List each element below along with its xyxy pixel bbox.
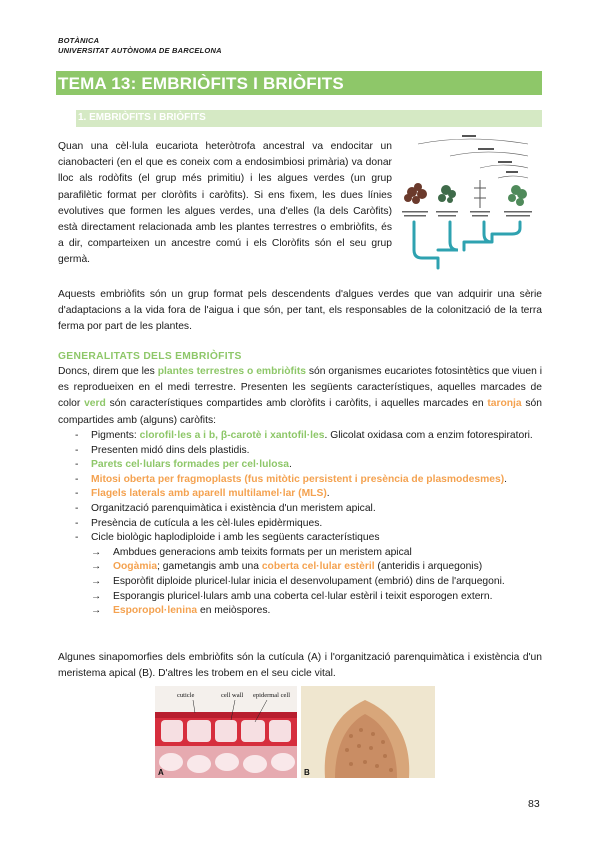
intro-paragraph: Quan una cèl·lula eucariota heteròtrofa ancestral va endocitar un cianobacteri (en el que es coneix com a endosimbiosi primària) va donar lloc als rodòfits (el grup més primitiu) i les algues verdes (un grup parafilètic format per cloròfits i caròfits). Si ens fixem, les dues línies evolutives que formen les algues verdes, una d'elles (la dels Caròfits) està directament relacionada amb les plantes terrestres o embriòfits, és a dir, comparteixen un ancestre comú i els Cloròfits són el seu grup germà. bbox=[58, 141, 392, 266]
sublist-item bbox=[91, 575, 542, 590]
highlight-green: clorofil·les a i b, β-carotè i xantofil·les bbox=[139, 430, 325, 441]
list-item-flagella bbox=[58, 487, 542, 502]
alga-red-icon bbox=[404, 183, 427, 204]
panel-label-b: B bbox=[304, 768, 310, 777]
phylogeny-branches bbox=[414, 222, 520, 268]
micrograph-b bbox=[301, 686, 435, 778]
chapter-title-bar bbox=[56, 71, 542, 95]
highlight-orange: Flagels laterals amb aparell multilamel·lar (MLS) bbox=[91, 488, 327, 500]
text-run: Pigments: bbox=[91, 430, 140, 441]
document-header bbox=[58, 36, 222, 56]
text-run: són organismes eucariotes fotosintètics que viuen i es reprodueixen en el medi terrestre. Presenten les següents característiques, aquelles marcades de color bbox=[58, 366, 542, 410]
highlight-orange: coberta cel·lular estèril bbox=[261, 561, 375, 573]
header-course: BOTÀNICA bbox=[58, 36, 100, 45]
arrow-icon: → bbox=[91, 590, 102, 602]
label-cell-wall: cell wall bbox=[221, 692, 244, 699]
list-item-cell-walls bbox=[58, 458, 542, 473]
sublist-item bbox=[91, 604, 542, 619]
text-run: són compartides amb (alguns) caròfits: bbox=[58, 398, 543, 426]
sublist-item bbox=[91, 590, 542, 605]
text-run: Doncs, direm que les bbox=[58, 366, 158, 377]
sublist-item bbox=[91, 546, 542, 561]
text-run: Esporangis pluricel·lulars amb una coberta cel·lular estèril i teixit esporogen extern. bbox=[113, 590, 493, 602]
text-run: Esporòfit diploide pluricel·lular inicia el desenvolupament (embrió) dins de l'arquegoni. bbox=[113, 575, 505, 587]
closing-paragraph: Algunes sinapomorfies dels embriòfits són la cutícula (A) i l'organització parenquimàtica i existència d'un meristema apical (B). D'altres les trobem en el seu cicle vital. bbox=[58, 652, 542, 680]
list-item-starch: - Presenten midó dins dels plastidis. bbox=[58, 444, 542, 459]
text-run: ; gametangis amb una bbox=[157, 561, 262, 573]
generalitats-paragraph bbox=[58, 364, 542, 429]
section-title: 1. EMBRIÒFITS I BRIÒFITS bbox=[78, 112, 206, 123]
label-cuticle: cuticle bbox=[177, 692, 195, 699]
text-run: Ambdues generacions amb teixits formats per un meristem apical bbox=[113, 546, 412, 558]
chapter-title: TEMA 13: EMBRIÒFITS I BRIÒFITS bbox=[58, 74, 344, 93]
text-run: en meiòspores. bbox=[197, 605, 271, 617]
micrograph-figure bbox=[155, 686, 435, 778]
arrow-icon: → bbox=[91, 605, 102, 617]
list-item-pigments bbox=[58, 429, 542, 444]
panel-label-a: A bbox=[158, 768, 164, 777]
text-run: . Glicolat oxidasa com a enzim fotorespiratori. bbox=[324, 430, 533, 441]
page-number: 83 bbox=[528, 798, 540, 810]
alga-charophyte-icon bbox=[474, 180, 486, 208]
text-run: són característiques compartides amb cloròfits i caròfits, i aquelles marcades en bbox=[105, 398, 488, 410]
section-title-bar bbox=[76, 110, 542, 127]
header-university: UNIVERSITAT AUTÒNOMA DE BARCELONA bbox=[58, 46, 222, 55]
text-run: . bbox=[326, 488, 330, 500]
characteristics-list bbox=[58, 429, 542, 619]
alga-chlorophyte-icon bbox=[438, 185, 456, 203]
highlight-orange-word: taronja bbox=[487, 398, 522, 410]
micrograph-a bbox=[155, 686, 297, 778]
sublist-item bbox=[91, 560, 542, 575]
text-run: . bbox=[289, 459, 292, 471]
arrow-icon: → bbox=[91, 546, 102, 558]
phylogeny-diagram bbox=[398, 132, 542, 272]
list-item-life-cycle bbox=[58, 531, 542, 619]
arrow-icon: → bbox=[91, 561, 102, 573]
text-run: Cicle biològic haplodiploide i amb les següents característiques bbox=[91, 532, 380, 544]
highlight-orange: Esporopol·lenina bbox=[113, 605, 198, 617]
highlight-green-word: verd bbox=[84, 398, 106, 410]
list-item-organization: - Organització parenquimàtica i existència d'un meristem apical. bbox=[58, 502, 542, 517]
text-run: (anteridis i arquegonis) bbox=[374, 561, 483, 573]
label-epidermal-cell: epidermal cell bbox=[253, 692, 290, 699]
land-plant-icon bbox=[508, 185, 527, 206]
intro-paragraph-2: Aquests embriòfits són un grup format pels descendents d'algues verdes que van adquirir una sèrie d'adaptacions a la vida fora de l'aigua i que són, per tant, els responsables de la colonització de la terra ferma por part de les plantes. bbox=[58, 289, 542, 333]
highlight-orange: Mitosi oberta per fragmoplasts (fus mitòtic persistent i presència de plasmodesmes) bbox=[91, 473, 505, 485]
highlight-green: plantes terrestres o embriòfits bbox=[157, 366, 306, 377]
generalitats-heading: GENERALITATS DELS EMBRIÒFITS bbox=[58, 351, 242, 362]
arrow-icon: → bbox=[91, 575, 102, 587]
list-item-mitosis bbox=[58, 473, 542, 488]
list-item-cuticle: - Presència de cutícula a les cèl·lules epidèrmiques. bbox=[58, 517, 542, 532]
life-cycle-sublist bbox=[91, 546, 542, 619]
highlight-green: Parets cel·lulars formades per cel·lulosa bbox=[91, 459, 290, 471]
text-run: . bbox=[504, 473, 508, 485]
highlight-orange: Oogàmia bbox=[113, 561, 158, 573]
